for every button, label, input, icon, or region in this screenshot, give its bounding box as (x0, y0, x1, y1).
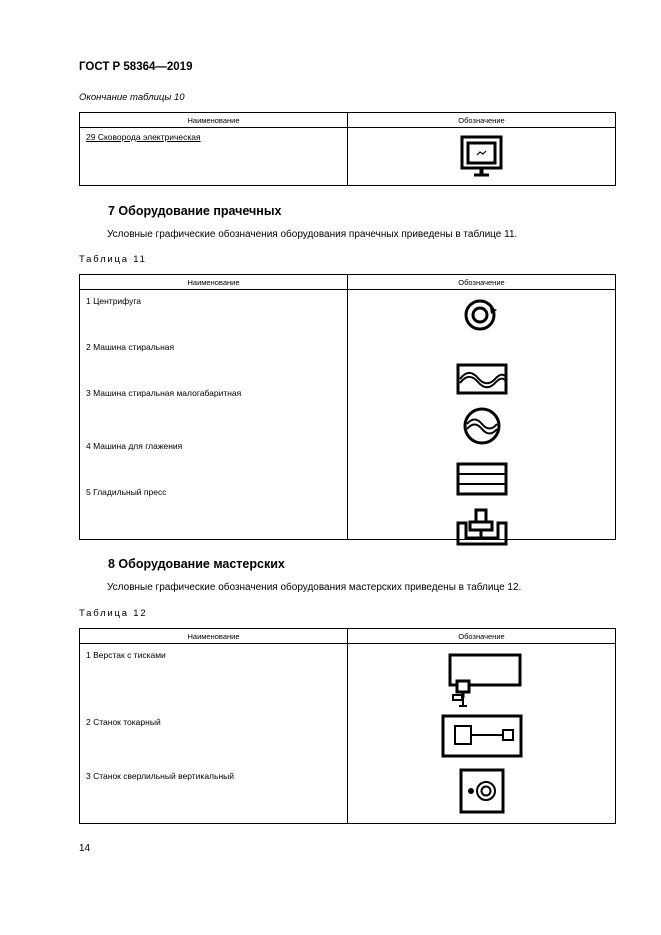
row-label: 3 Машина стиральная малогабаритная (86, 388, 242, 398)
page-number: 14 (79, 843, 91, 854)
row-label: 3 Станок сверлильный вертикальный (86, 771, 234, 781)
table-header-row (80, 629, 616, 644)
table-header-row (80, 275, 616, 290)
row-symbol-cell (348, 128, 616, 186)
table-header-row (80, 113, 616, 128)
drill-press-symbol-icon (459, 768, 505, 814)
table-10-continuation-caption: Окончание таблицы 10 (79, 92, 185, 103)
section-7-title: 7 Оборудование прачечных (108, 204, 282, 218)
row-name-cell (80, 644, 348, 824)
row-label: 1 Центрифуга (86, 296, 141, 306)
column-header-symbol: Обозначение (348, 629, 616, 644)
document-code: ГОСТ Р 58364—2019 (79, 61, 193, 73)
table-row (80, 644, 616, 824)
table-12-caption: Таблица 12 (79, 608, 148, 619)
table-12 (79, 628, 616, 824)
row-symbol-cell (348, 290, 616, 540)
row-name-cell (80, 128, 348, 186)
workbench-vise-symbol-icon (442, 652, 522, 710)
lathe-symbol-icon (441, 714, 523, 758)
column-header-symbol: Обозначение (348, 113, 616, 128)
table-11 (79, 274, 616, 540)
table-10 (79, 112, 616, 186)
section-8-text: Условные графические обозначения оборудования мастерских приведены в таблице 12. (107, 582, 522, 593)
ironing-machine-symbol-icon (456, 462, 508, 496)
row-symbol-cell (348, 644, 616, 824)
washing-machine-symbol-icon (456, 363, 508, 395)
table-11-caption: Таблица 11 (79, 254, 147, 265)
column-header-symbol: Обозначение (348, 275, 616, 290)
row-label: 5 Гладильный пресс (86, 487, 167, 497)
row-label: 2 Машина стиральная (86, 342, 175, 352)
ironing-press-symbol-icon (456, 508, 508, 546)
table-row (80, 290, 616, 540)
compact-washer-symbol-icon (462, 407, 502, 445)
centrifuge-symbol-icon (464, 298, 500, 332)
table-row (80, 128, 616, 186)
section-7-text: Условные графические обозначения оборудования прачечных приведены в таблице 11. (107, 229, 518, 240)
row-label: 29 Сковорода электрическая (86, 132, 201, 142)
row-label: 1 Верстак с тисками (86, 650, 166, 660)
row-label: 4 Машина для глажения (86, 441, 183, 451)
column-header-name: Наименование (80, 275, 348, 290)
row-name-cell (80, 290, 348, 540)
column-header-name: Наименование (80, 113, 348, 128)
monitor-symbol-icon (459, 134, 505, 180)
section-8-title: 8 Оборудование мастерских (108, 557, 285, 571)
column-header-name: Наименование (80, 629, 348, 644)
row-label: 2 Станок токарный (86, 717, 161, 727)
